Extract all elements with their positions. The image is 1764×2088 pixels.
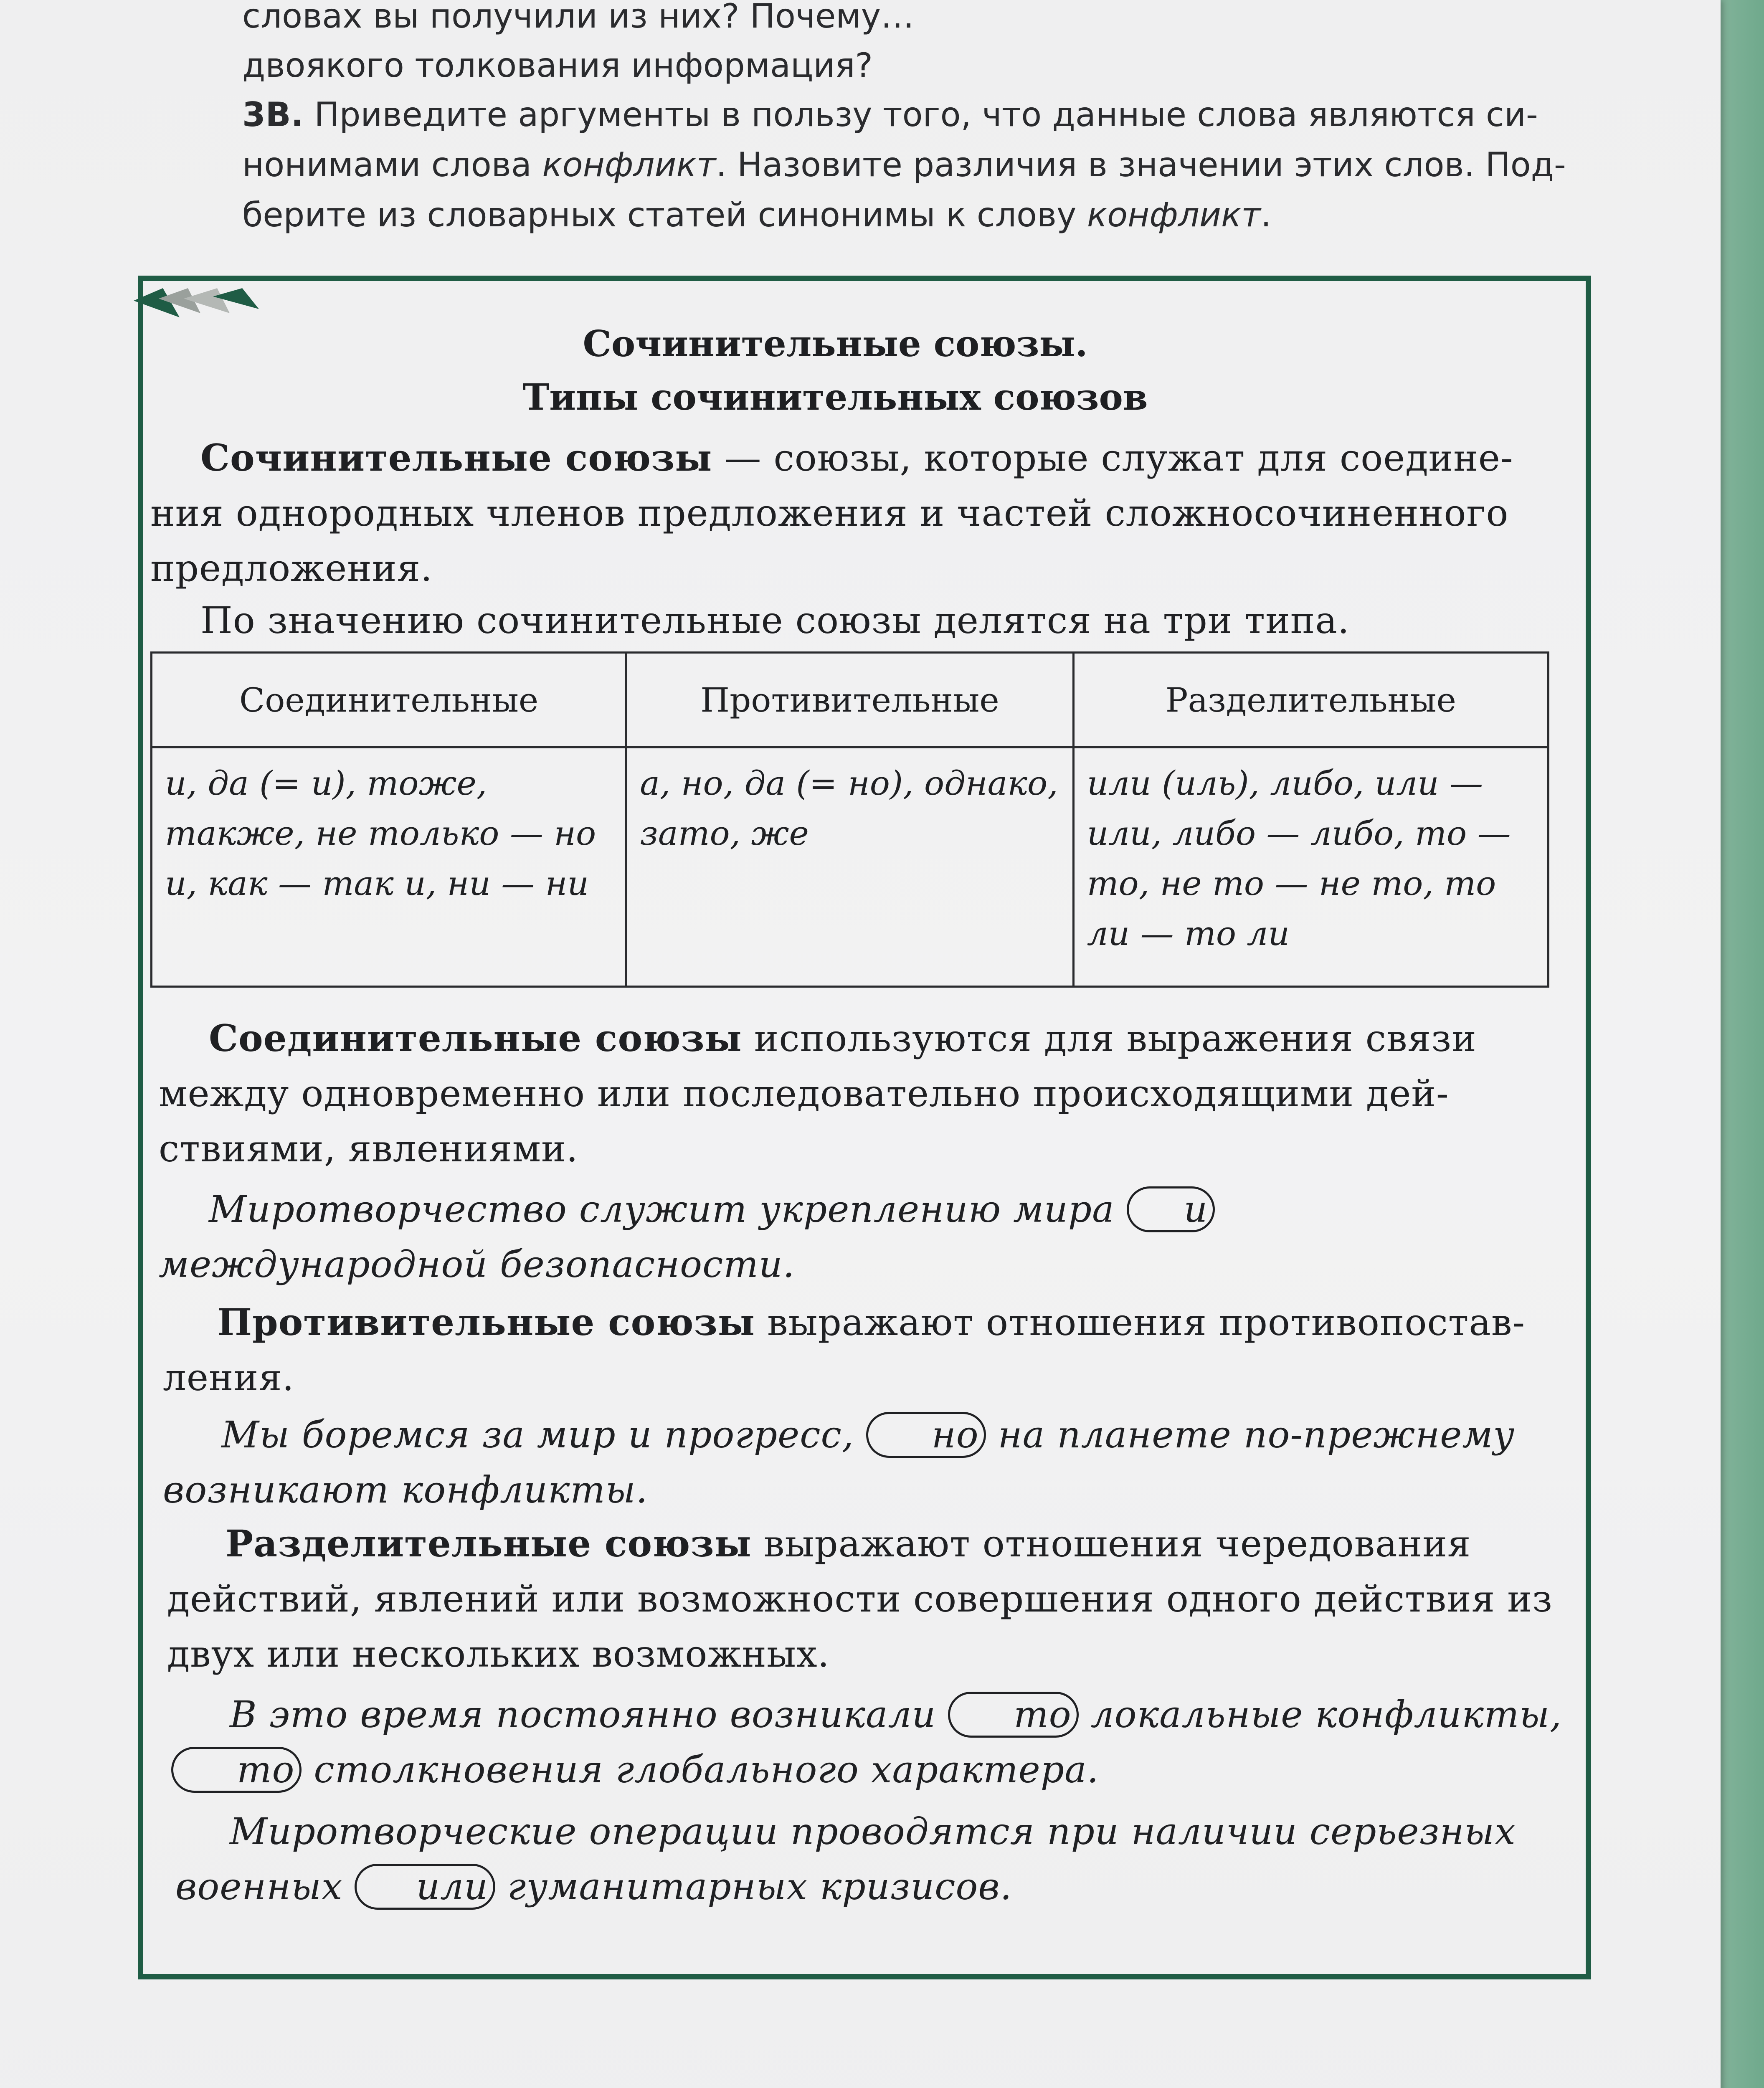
task-3v: [242, 90, 1579, 240]
table-header-row: [152, 653, 1549, 748]
cell-connective: и, да (= и), тоже, также, не только — но и, как — так и, ни — ни: [152, 748, 626, 987]
adversative-term: Противительные союзы: [217, 1300, 755, 1344]
adversative-example: [163, 1407, 1562, 1518]
definition-paragraph: [150, 430, 1541, 596]
connective-example-part-2: международной безопасности.: [159, 1243, 795, 1286]
connective-example: [159, 1182, 1554, 1292]
previous-task-text: [242, 0, 1579, 90]
previous-task-line-1: словах вы получили из них? Почему…: [242, 0, 915, 35]
task-text-3b: .: [1260, 195, 1272, 234]
adversative-paragraph: [163, 1295, 1558, 1405]
task-line-2: [242, 140, 1579, 190]
circled-conjunction-ili: или: [355, 1864, 495, 1910]
task-number: 3В.: [242, 95, 304, 134]
connective-term: Соединительные союзы: [209, 1016, 742, 1060]
disjunctive-example-2-part-1: Миротворческие операции проводятся при наличии серьезных военных: [175, 1810, 1516, 1908]
task-line-3: [242, 190, 1579, 240]
disjunctive-example-2-part-2: гуманитарных кризисов.: [495, 1865, 1012, 1908]
definition-term: Сочинительные союзы: [200, 436, 712, 479]
adversative-text: выражают отношения противопоставления.: [163, 1301, 1525, 1399]
previous-task-line-2: двоякого толкования информация?: [242, 46, 873, 85]
disjunctive-text: выражают отношения чередования действий, явлений или возможности совершения одного действия из двух или нескольких возможных.: [167, 1522, 1553, 1675]
disjunctive-example-1-part-1: В это время постоянно возникали: [230, 1693, 948, 1736]
task-line-1: [242, 90, 1579, 140]
rule-title-line-1: Сочинительные союзы.: [583, 323, 1088, 365]
circled-conjunction-to-2: то: [171, 1747, 302, 1793]
cell-adversative: а, но, да (= но), однако, зато, же: [626, 748, 1073, 987]
disjunctive-paragraph: [167, 1516, 1570, 1682]
disjunctive-example-1-part-3: столкновения глобального характера.: [302, 1748, 1099, 1791]
disjunctive-example-1-part-2: локальные конфликты,: [1078, 1693, 1562, 1736]
table-row: [152, 748, 1549, 987]
rule-title: [438, 317, 1232, 424]
task-term-conflict-2: конфликт: [1087, 195, 1261, 234]
definition-text: — союзы, которые служат для соединения однородных членов предложения и частей сложносочиненного предложения.: [150, 436, 1513, 590]
circled-conjunction-to-1: то: [948, 1692, 1078, 1738]
circled-conjunction-i: и: [1127, 1186, 1215, 1232]
header-disjunctive: Разделительные: [1073, 653, 1548, 748]
corner-ribbon-icon: [134, 288, 267, 334]
task-text-2a: нонимами слова: [242, 145, 542, 184]
disjunctive-term: Разделительные союзы: [226, 1522, 752, 1565]
circled-conjunction-no: но: [866, 1412, 986, 1458]
cell-disjunctive: или (иль), либо, или — или, либо — либо, то — то, не то — не то, то ли — то ли: [1073, 748, 1548, 987]
classification-paragraph: По значению сочинительные союзы делятся на три типа.: [200, 599, 1350, 642]
connective-example-part-1: Миротворчество служит укреплению мира: [209, 1188, 1127, 1231]
task-term-conflict-1: конфликт: [542, 145, 716, 184]
task-text-2b: . Назовите различия в значении этих слов. Под-: [716, 145, 1566, 184]
task-text-1: Приведите аргументы в пользу того, что данные слова являются си-: [314, 95, 1538, 134]
conjunction-types-table: [150, 651, 1549, 988]
header-connective: Соединительные: [152, 653, 626, 748]
header-adversative: Противительные: [626, 653, 1073, 748]
disjunctive-example-2: [175, 1804, 1579, 1914]
connective-text: используются для выражения связи между одновременно или последовательно происходящими действиями, явлениями.: [159, 1017, 1477, 1170]
adversative-example-part-1: Мы боремся за мир и прогресс,: [221, 1413, 866, 1456]
disjunctive-example-1: [171, 1687, 1574, 1797]
adversative-example-part-2: на планете по-прежнему возникают конфликты.: [163, 1413, 1515, 1511]
task-text-3a: берите из словарных статей синонимы к слову: [242, 195, 1087, 234]
connective-paragraph: [159, 1011, 1545, 1176]
rule-title-line-2: Типы сочинительных союзов: [522, 376, 1148, 418]
